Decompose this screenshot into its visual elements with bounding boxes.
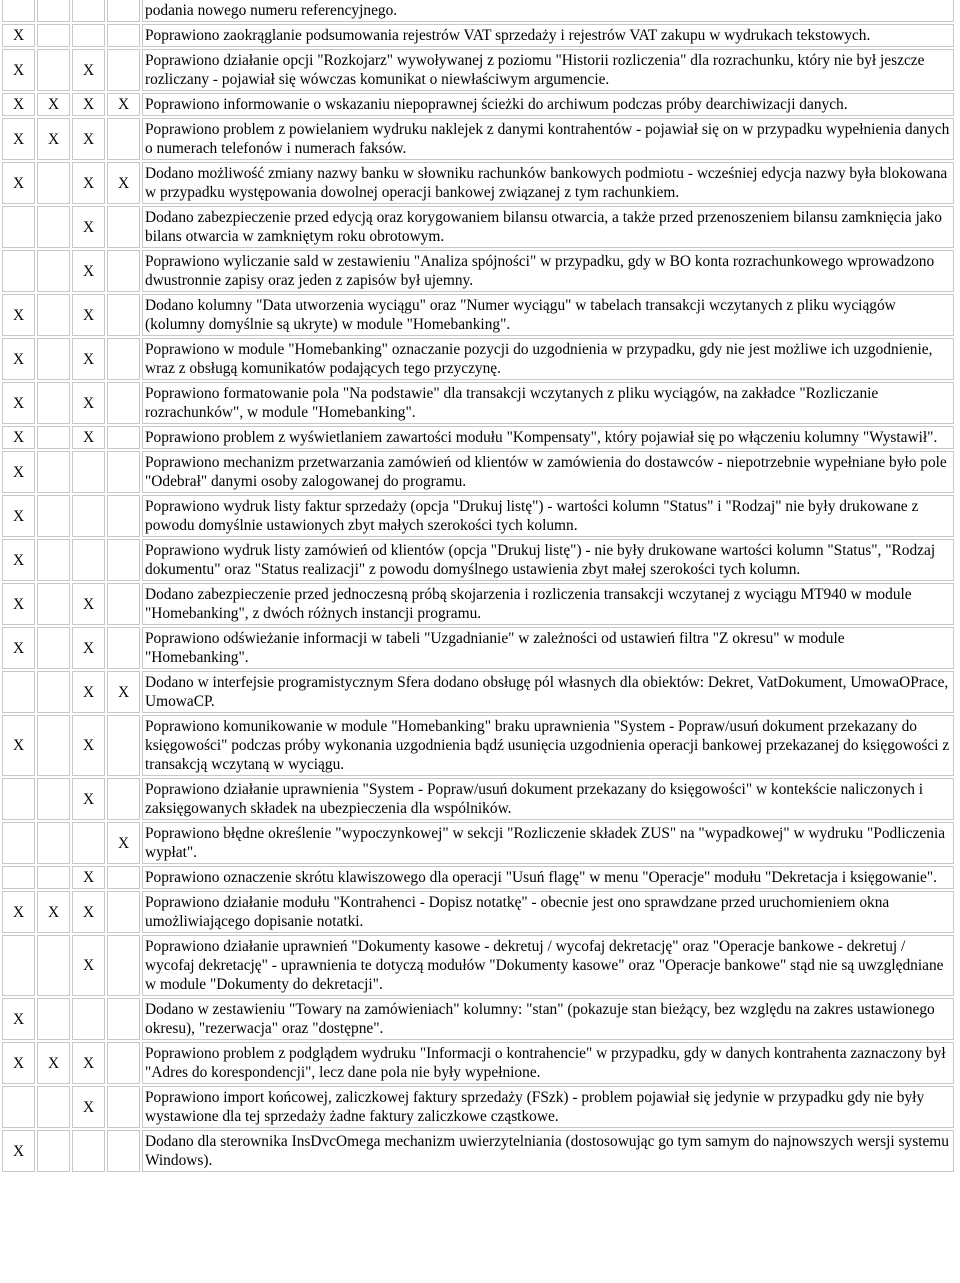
version-mark-cell: X xyxy=(2,1130,35,1172)
version-mark-cell xyxy=(107,451,140,493)
version-mark-cell: X xyxy=(2,998,35,1040)
change-description: Poprawiono problem z podglądem wydruku "Informacji o kontrahencie" w przypadku, gdy w danych kontrahenta zaznaczony był "Adres do korespondencji", lecz dane pola nie były wypełnione. xyxy=(142,1042,954,1084)
version-mark-cell: X xyxy=(2,451,35,493)
version-mark-cell xyxy=(107,998,140,1040)
version-mark-cell xyxy=(107,24,140,47)
table-row xyxy=(2,338,954,380)
change-description: Poprawiono problem z wyświetlaniem zawartości modułu "Kompensaty", który pojawiał się po włączeniu kolumny "Wystawił". xyxy=(142,426,954,449)
version-mark-cell: X xyxy=(2,1042,35,1084)
table-row xyxy=(2,0,954,22)
version-mark-cell: X xyxy=(72,382,105,424)
version-mark-cell xyxy=(107,49,140,91)
version-mark-cell xyxy=(107,250,140,292)
table-row xyxy=(2,715,954,776)
change-description: Poprawiono zaokrąglanie podsumowania rejestrów VAT sprzedaży i rejestrów VAT zakupu w wydrukach tekstowych. xyxy=(142,24,954,47)
version-mark-cell: X xyxy=(72,891,105,933)
version-mark-cell xyxy=(37,0,70,22)
table-row xyxy=(2,866,954,889)
table-row xyxy=(2,49,954,91)
version-mark-cell: X xyxy=(37,1042,70,1084)
version-mark-cell xyxy=(107,118,140,160)
version-mark-cell xyxy=(72,24,105,47)
version-mark-cell xyxy=(37,294,70,336)
table-row xyxy=(2,1042,954,1084)
version-mark-cell xyxy=(37,206,70,248)
version-mark-cell xyxy=(107,891,140,933)
version-mark-cell: X xyxy=(2,891,35,933)
version-mark-cell xyxy=(107,1130,140,1172)
change-description: Poprawiono wydruk listy faktur sprzedaży (opcja "Drukuj listę") - wartości kolumn "Status" i "Rodzaj" nie były drukowane z powodu domyślnie ustawionych zbyt małych szerokości tych kolumn. xyxy=(142,495,954,537)
change-description: Poprawiono mechanizm przetwarzania zamówień od klientów w zamówienia do dostawców - niepotrzebnie wypełniane było pole "Odebrał" danymi osoby zalogowanej do programu. xyxy=(142,451,954,493)
version-mark-cell xyxy=(2,1086,35,1128)
version-mark-cell xyxy=(107,294,140,336)
table-row xyxy=(2,891,954,933)
version-mark-cell: X xyxy=(72,93,105,116)
version-mark-cell: X xyxy=(107,162,140,204)
version-mark-cell: X xyxy=(2,495,35,537)
version-mark-cell xyxy=(107,539,140,581)
table-row xyxy=(2,539,954,581)
table-row xyxy=(2,250,954,292)
version-mark-cell xyxy=(72,1130,105,1172)
version-mark-cell: X xyxy=(72,778,105,820)
version-mark-cell: X xyxy=(72,671,105,713)
version-mark-cell xyxy=(2,866,35,889)
version-mark-cell: X xyxy=(2,93,35,116)
version-mark-cell: X xyxy=(2,382,35,424)
version-mark-cell: X xyxy=(2,24,35,47)
version-mark-cell: X xyxy=(107,822,140,864)
version-mark-cell xyxy=(37,671,70,713)
version-mark-cell xyxy=(37,250,70,292)
version-mark-cell xyxy=(37,451,70,493)
table-row xyxy=(2,671,954,713)
change-description: Poprawiono komunikowanie w module "Homebanking" braku uprawnienia "System - Popraw/usuń dokument przekazany do księgowości" podczas próby wykonania uzgodnienia bądź usunięcia uzgodnienia operacji bankowej przekazanej do księgowości z transakcją wczytaną w wyciągu. xyxy=(142,715,954,776)
version-mark-cell xyxy=(37,822,70,864)
table-row xyxy=(2,93,954,116)
version-mark-cell xyxy=(37,382,70,424)
version-mark-cell: X xyxy=(72,866,105,889)
version-mark-cell: X xyxy=(2,118,35,160)
version-mark-cell xyxy=(37,935,70,996)
version-mark-cell xyxy=(72,0,105,22)
version-mark-cell xyxy=(2,778,35,820)
version-mark-cell xyxy=(2,935,35,996)
version-mark-cell xyxy=(37,583,70,625)
table-row xyxy=(2,778,954,820)
version-mark-cell xyxy=(107,627,140,669)
version-mark-cell xyxy=(37,715,70,776)
version-mark-cell: X xyxy=(72,715,105,776)
version-mark-cell xyxy=(2,0,35,22)
version-mark-cell xyxy=(37,426,70,449)
change-description: podania nowego numeru referencyjnego. xyxy=(142,0,954,22)
version-mark-cell: X xyxy=(37,93,70,116)
version-mark-cell xyxy=(72,822,105,864)
version-mark-cell xyxy=(107,778,140,820)
change-description: Dodano zabezpieczenie przed jednoczesną próbą skojarzenia i rozliczenia transakcji wczytanej z wyciągu MT940 w module "Homebanking", z dwóch różnych instancji programu. xyxy=(142,583,954,625)
change-description: Poprawiono błędne określenie "wypoczynkowej" w sekcji "Rozliczenie składek ZUS" na "wypadkowej" w wydruku "Podliczenia wypłat". xyxy=(142,822,954,864)
version-mark-cell: X xyxy=(72,935,105,996)
change-description: Poprawiono formatowanie pola "Na podstawie" dla transakcji wczytanych z pliku wyciągów, na zakładce "Rozliczanie rozrachunków", w module "Homebanking". xyxy=(142,382,954,424)
version-mark-cell xyxy=(107,715,140,776)
table-row xyxy=(2,583,954,625)
change-description: Poprawiono działanie opcji "Rozkojarz" wywoływanej z poziomu "Historii rozliczenia" dla rozrachunku, który nie był jeszcze rozliczany - pojawiał się wówczas komunikat o niewłaściwym argumencie. xyxy=(142,49,954,91)
change-description: Poprawiono w module "Homebanking" oznaczanie pozycji do uzgodnienia w przypadku, gdy nie jest możliwe ich uzgodnienie, wraz z obsługą komunikatów podających tego przyczynę. xyxy=(142,338,954,380)
version-mark-cell xyxy=(107,382,140,424)
table-row xyxy=(2,294,954,336)
version-mark-cell: X xyxy=(2,338,35,380)
version-mark-cell: X xyxy=(2,162,35,204)
version-mark-cell xyxy=(37,866,70,889)
table-row xyxy=(2,382,954,424)
version-mark-cell xyxy=(107,583,140,625)
version-mark-cell xyxy=(37,539,70,581)
version-mark-cell: X xyxy=(72,118,105,160)
version-mark-cell xyxy=(107,206,140,248)
change-description: Poprawiono import końcowej, zaliczkowej faktury sprzedaży (FSzk) - problem pojawiał się jedynie w przypadku gdy nie były wystawione dla tej sprzedaży żadne faktury zaliczkowe cząstkowe. xyxy=(142,1086,954,1128)
version-mark-cell: X xyxy=(72,583,105,625)
version-mark-cell xyxy=(37,495,70,537)
table-row xyxy=(2,627,954,669)
change-description: Poprawiono problem z powielaniem wydruku naklejek z danymi kontrahentów - pojawiał się on w przypadku wypełnienia danych o numerach telefonów i numerach faksów. xyxy=(142,118,954,160)
table-row xyxy=(2,24,954,47)
version-mark-cell xyxy=(107,338,140,380)
change-description: Dodano w zestawieniu "Towary na zamówieniach" kolumny: "stan" (pokazuje stan bieżący, bez względu na zakres ustawionego okresu), "rezerwacja" oraz "dostępne". xyxy=(142,998,954,1040)
version-mark-cell: X xyxy=(72,1042,105,1084)
version-mark-cell: X xyxy=(37,891,70,933)
version-mark-cell xyxy=(72,539,105,581)
table-row xyxy=(2,118,954,160)
table-row xyxy=(2,162,954,204)
change-description: Poprawiono działanie modułu "Kontrahenci - Dopisz notatkę" - obecnie jest ono sprawdzane przed uruchomieniem okna umożliwiającego dopisanie notatki. xyxy=(142,891,954,933)
version-mark-cell: X xyxy=(37,118,70,160)
version-mark-cell xyxy=(37,49,70,91)
change-description: Poprawiono wydruk listy zamówień od klientów (opcja "Drukuj listę") - nie były drukowane wartości kolumn "Status", "Rodzaj dokumentu" oraz "Status realizacji" z powodu domyślnego ustawienia zbyt małej szerokości tych kolumn. xyxy=(142,539,954,581)
version-mark-cell xyxy=(37,1086,70,1128)
version-mark-cell: X xyxy=(72,294,105,336)
change-description: Dodano w interfejsie programistycznym Sfera dodano obsługę pól własnych dla obiektów: Dekret, VatDokument, UmowaOPrace, UmowaCP. xyxy=(142,671,954,713)
version-mark-cell xyxy=(72,451,105,493)
change-description: Poprawiono informowanie o wskazaniu niepoprawnej ścieżki do archiwum podczas próby dearchiwizacji danych. xyxy=(142,93,954,116)
version-mark-cell: X xyxy=(72,426,105,449)
change-description: Poprawiono wyliczanie sald w zestawieniu "Analiza spójności" w przypadku, gdy w BO konta rozrachunkowego wprowadzono dwustronnie zapisy oraz jeden z zapisów był ujemny. xyxy=(142,250,954,292)
version-mark-cell xyxy=(37,162,70,204)
table-row xyxy=(2,1130,954,1172)
version-mark-cell: X xyxy=(107,671,140,713)
version-mark-cell: X xyxy=(72,250,105,292)
version-mark-cell xyxy=(37,1130,70,1172)
version-mark-cell xyxy=(107,0,140,22)
version-mark-cell: X xyxy=(72,206,105,248)
version-mark-cell xyxy=(107,866,140,889)
change-description: Poprawiono odświeżanie informacji w tabeli "Uzgadnianie" w zależności od ustawień filtra "Z okresu" w module "Homebanking". xyxy=(142,627,954,669)
table-row xyxy=(2,495,954,537)
table-row xyxy=(2,451,954,493)
version-mark-cell xyxy=(2,250,35,292)
version-mark-cell: X xyxy=(72,49,105,91)
version-mark-cell xyxy=(37,998,70,1040)
table-row xyxy=(2,998,954,1040)
version-mark-cell xyxy=(37,24,70,47)
version-mark-cell: X xyxy=(72,627,105,669)
version-mark-cell xyxy=(2,206,35,248)
version-mark-cell xyxy=(2,822,35,864)
table-row xyxy=(2,426,954,449)
change-description: Dodano kolumny "Data utworzenia wyciągu" oraz "Numer wyciągu" w tabelach transakcji wczytanych z pliku wyciągów (kolumny domyślnie są ukryte) w module "Homebanking". xyxy=(142,294,954,336)
table-row xyxy=(2,935,954,996)
change-description: Poprawiono działanie uprawnienia "System - Popraw/usuń dokument przekazany do księgowości" w kontekście naliczonych i zaksięgowanych składek na ubezpieczenia dla wspólników. xyxy=(142,778,954,820)
version-mark-cell xyxy=(2,671,35,713)
version-mark-cell: X xyxy=(2,294,35,336)
version-mark-cell: X xyxy=(2,426,35,449)
table-row xyxy=(2,822,954,864)
version-mark-cell: X xyxy=(72,162,105,204)
version-mark-cell: X xyxy=(2,49,35,91)
change-description: Dodano zabezpieczenie przed edycją oraz korygowaniem bilansu otwarcia, a także przed przenoszeniem bilansu zamknięcia jako bilans otwarcia w zamkniętym roku obrotowym. xyxy=(142,206,954,248)
version-mark-cell xyxy=(107,426,140,449)
version-mark-cell xyxy=(107,495,140,537)
version-mark-cell: X xyxy=(2,539,35,581)
version-mark-cell xyxy=(107,1042,140,1084)
version-mark-cell xyxy=(37,778,70,820)
version-mark-cell xyxy=(107,1086,140,1128)
version-mark-cell xyxy=(37,627,70,669)
version-mark-cell xyxy=(107,935,140,996)
version-mark-cell xyxy=(72,998,105,1040)
table-row xyxy=(2,1086,954,1128)
version-mark-cell: X xyxy=(2,583,35,625)
change-description: Dodano możliwość zmiany nazwy banku w słowniku rachunków bankowych podmiotu - wcześniej edycja nazwy była blokowana w przypadku występowania dowolnej operacji bankowej związanej z tym rachunkiem. xyxy=(142,162,954,204)
version-mark-cell: X xyxy=(72,338,105,380)
version-mark-cell: X xyxy=(107,93,140,116)
version-mark-cell: X xyxy=(2,715,35,776)
version-mark-cell: X xyxy=(2,627,35,669)
change-description: Dodano dla sterownika InsDvcOmega mechanizm uwierzytelniania (dostosowując go tym samym do najnowszych wersji systemu Windows). xyxy=(142,1130,954,1172)
version-mark-cell: X xyxy=(72,1086,105,1128)
version-mark-cell xyxy=(37,338,70,380)
change-description: Poprawiono działanie uprawnień "Dokumenty kasowe - dekretuj / wycofaj dekretację" oraz "Operacje bankowe - dekretuj / wycofaj dekretację" - uprawnienia te dotyczą modułów "Dokumenty kasowe" oraz "Operacje bankowe" stąd nie są uwzględniane w module "Dokumenty do dekretacji". xyxy=(142,935,954,996)
table-row xyxy=(2,206,954,248)
change-description: Poprawiono oznaczenie skrótu klawiszowego dla operacji "Usuń flagę" w menu "Operacje" modułu "Dekretacja i księgowanie". xyxy=(142,866,954,889)
version-mark-cell xyxy=(72,495,105,537)
changelog-rows xyxy=(2,0,954,1172)
